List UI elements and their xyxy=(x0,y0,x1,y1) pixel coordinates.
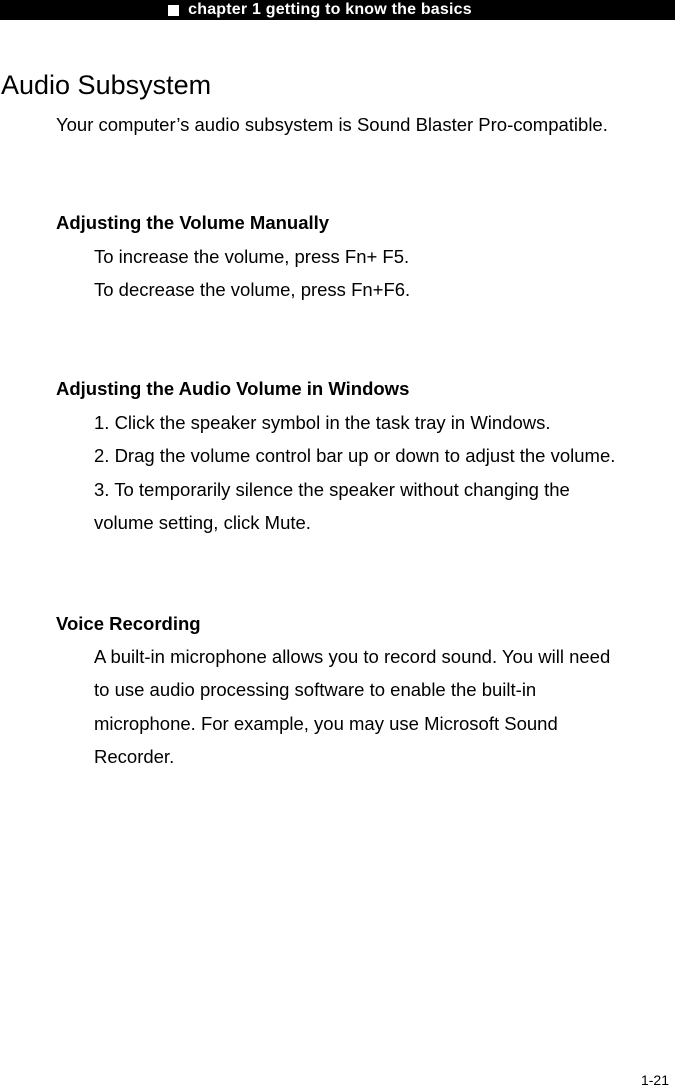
text-line: to use audio processing software to enable the built-in xyxy=(94,679,537,701)
chapter-header-bar xyxy=(0,0,675,20)
section-body-volume-windows xyxy=(94,406,615,539)
square-bullet-icon xyxy=(168,5,179,16)
section-heading-volume-manual: Adjusting the Volume Manually xyxy=(56,212,330,233)
page-number: 1-21 xyxy=(640,1072,669,1088)
text-line: volume setting, click Mute. xyxy=(94,511,311,533)
text-line: 3. To temporarily silence the speaker without changing the xyxy=(94,478,570,500)
text-line: To decrease the volume, press Fn+F6. xyxy=(94,279,411,301)
text-line: Recorder. xyxy=(94,745,175,767)
section-body-volume-manual xyxy=(94,240,410,307)
text-line: 2. Drag the volume control bar up or down to adjust the volume. xyxy=(94,445,616,467)
text-line: microphone. For example, you may use Microsoft Sound xyxy=(94,712,558,734)
section-body-voice-recording xyxy=(94,640,610,773)
section-heading-volume-windows: Adjusting the Audio Volume in Windows xyxy=(56,378,410,399)
text-line: To increase the volume, press Fn+ F5. xyxy=(94,246,410,267)
chapter-label: chapter 1 getting to know the basics xyxy=(188,1,472,18)
text-line: 1. Click the speaker symbol in the task tray in Windows. xyxy=(94,412,551,433)
text-line: A built-in microphone allows you to record sound. You will need xyxy=(94,646,611,667)
intro-paragraph: Your computer’s audio subsystem is Sound Blaster Pro-compatible. xyxy=(56,114,608,135)
page-title: Audio Subsystem xyxy=(1,70,212,100)
section-heading-voice-recording: Voice Recording xyxy=(56,613,201,634)
